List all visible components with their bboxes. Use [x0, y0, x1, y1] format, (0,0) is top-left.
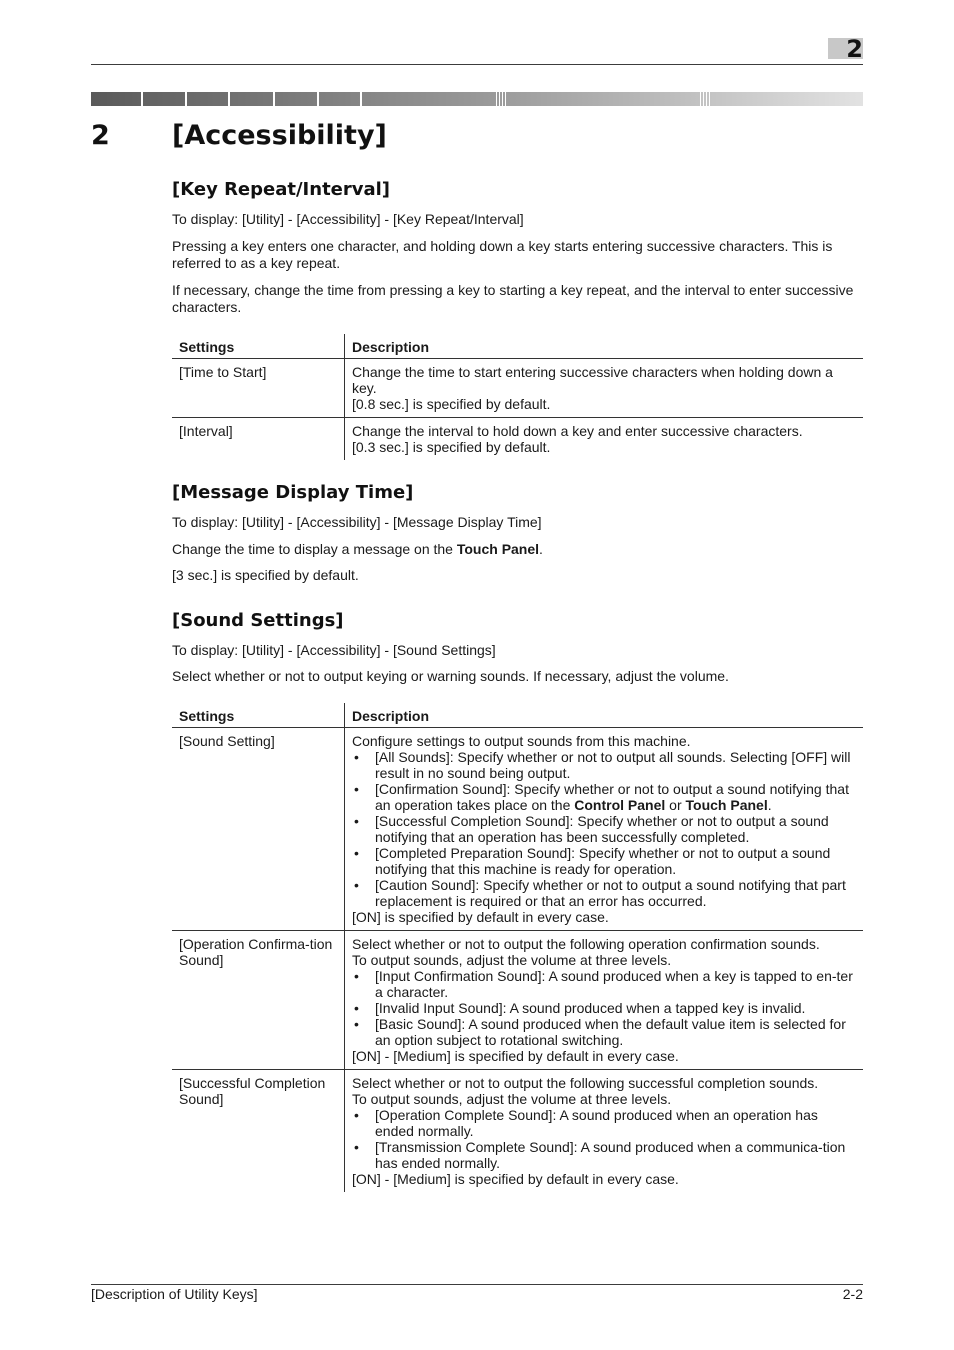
setting-description	[345, 359, 864, 418]
setting-description	[345, 728, 864, 931]
description-line: Configure settings to output sounds from this machine.	[352, 733, 691, 749]
section-heading-message-display-time: [Message Display Time]	[172, 482, 414, 503]
description-line: To output sounds, adjust the volume at three levels.	[352, 952, 672, 968]
column-header-settings: Settings	[172, 703, 345, 728]
decorative-band	[91, 92, 863, 106]
list-item	[352, 781, 856, 813]
bullet-list	[352, 749, 856, 909]
chapter-title-text: [Accessibility]	[172, 120, 387, 151]
default-value-line: [ON] is specified by default in every case.	[352, 909, 609, 925]
setting-name: [Time to Start]	[172, 359, 345, 418]
footer-rule	[91, 1284, 863, 1285]
chapter-number: 2	[91, 120, 110, 151]
touch-panel-term: Touch Panel	[685, 797, 768, 813]
chapter-title	[91, 116, 387, 156]
table-row	[172, 728, 863, 931]
message-display-default: [3 sec.] is specified by default.	[172, 567, 359, 583]
key-repeat-table	[172, 334, 863, 460]
list-item: • [All Sounds]: Specify whether or not to output all sounds. Selecting [OFF] will result in no sound being output.	[352, 749, 856, 781]
default-value-line: [0.8 sec.] is specified by default.	[352, 396, 551, 412]
message-display-description	[172, 541, 864, 558]
setting-description	[345, 931, 864, 1070]
default-value-line: [ON] - [Medium] is specified by default in every case.	[352, 1171, 679, 1187]
list-item: • [Operation Complete Sound]: A sound produced when an operation has ended normally.	[352, 1107, 856, 1139]
message-display-path: To display: [Utility] - [Accessibility] - [Message Display Time]	[172, 514, 542, 530]
section-heading-sound-settings: [Sound Settings]	[172, 610, 344, 631]
column-header-settings: Settings	[172, 334, 345, 359]
text-run: .	[539, 541, 543, 557]
column-header-description: Description	[345, 334, 864, 359]
control-panel-term: Control Panel	[574, 797, 666, 813]
list-item: • [Completed Preparation Sound]: Specify whether or not to output a sound notifying that this machine is ready for operation.	[352, 845, 856, 877]
description-line: Select whether or not to output the following operation confirmation sounds.	[352, 936, 820, 952]
footer-page-number: 2-2	[842, 1286, 863, 1302]
table-row	[172, 1070, 863, 1193]
sound-settings-table	[172, 703, 863, 1192]
section-heading-key-repeat: [Key Repeat/Interval]	[172, 179, 391, 200]
description-line: Change the interval to hold down a key and enter successive characters.	[352, 423, 803, 439]
default-value-line: [0.3 sec.] is specified by default.	[352, 439, 551, 455]
column-header-description: Description	[345, 703, 864, 728]
description-line: Select whether or not to output the following successful completion sounds.	[352, 1075, 819, 1091]
setting-description	[345, 418, 864, 461]
key-repeat-description: Pressing a key enters one character, and holding down a key starts entering successive characters. This is referred to as a key repeat.	[172, 238, 833, 271]
setting-name: [Operation Confirma-tion Sound]	[172, 931, 345, 1070]
sound-settings-path: To display: [Utility] - [Accessibility] - [Sound Settings]	[172, 642, 496, 658]
setting-description	[345, 1070, 864, 1193]
table-row	[172, 418, 863, 461]
key-repeat-note: If necessary, change the time from pressing a key to starting a key repeat, and the interval to enter successive characters.	[172, 282, 854, 315]
list-item: • [Invalid Input Sound]: A sound produced when a tapped key is invalid.	[352, 1000, 856, 1016]
default-value-line: [ON] - [Medium] is specified by default in every case.	[352, 1048, 679, 1064]
text-run: or	[665, 797, 686, 813]
header-rule	[91, 64, 863, 65]
key-repeat-path: To display: [Utility] - [Accessibility] - [Key Repeat/Interval]	[172, 211, 524, 227]
bullet-list	[352, 1107, 856, 1171]
description-line: To output sounds, adjust the volume at three levels.	[352, 1091, 672, 1107]
table-row	[172, 359, 863, 418]
list-item: • [Transmission Complete Sound]: A sound produced when a communica-tion has ended normally.	[352, 1139, 856, 1171]
list-item: • [Caution Sound]: Specify whether or not to output a sound notifying that part replacement is required or that an error has occurred.	[352, 877, 856, 909]
text-run: Change the time to display a message on the	[172, 541, 457, 557]
header-chapter-number: 2	[846, 35, 863, 63]
footer-section-title: [Description of Utility Keys]	[91, 1286, 258, 1302]
bullet-list	[352, 968, 856, 1048]
setting-name: [Sound Setting]	[172, 728, 345, 931]
table-row	[172, 931, 863, 1070]
table-header-row	[172, 334, 863, 359]
setting-name: [Successful Completion Sound]	[172, 1070, 345, 1193]
description-line: Change the time to start entering successive characters when holding down a key.	[352, 364, 833, 396]
table-header-row	[172, 703, 863, 728]
touch-panel-term: Touch Panel	[456, 541, 540, 557]
text-run: .	[767, 797, 772, 813]
list-item: • [Successful Completion Sound]: Specify whether or not to output a sound notifying that an operation has been successfully completed.	[352, 813, 856, 845]
setting-name: [Interval]	[172, 418, 345, 461]
list-item: • [Basic Sound]: A sound produced when the default value item is selected for an option subject to rotational switching.	[352, 1016, 856, 1048]
text-run: [Confirmation Sound]: Specify whether or not to output a sound notifying that an operation takes place on the	[375, 781, 849, 813]
list-item: • [Input Confirmation Sound]: A sound produced when a key is tapped to en-ter a character.	[352, 968, 856, 1000]
sound-settings-description: Select whether or not to output keying or warning sounds. If necessary, adjust the volume.	[172, 668, 729, 684]
